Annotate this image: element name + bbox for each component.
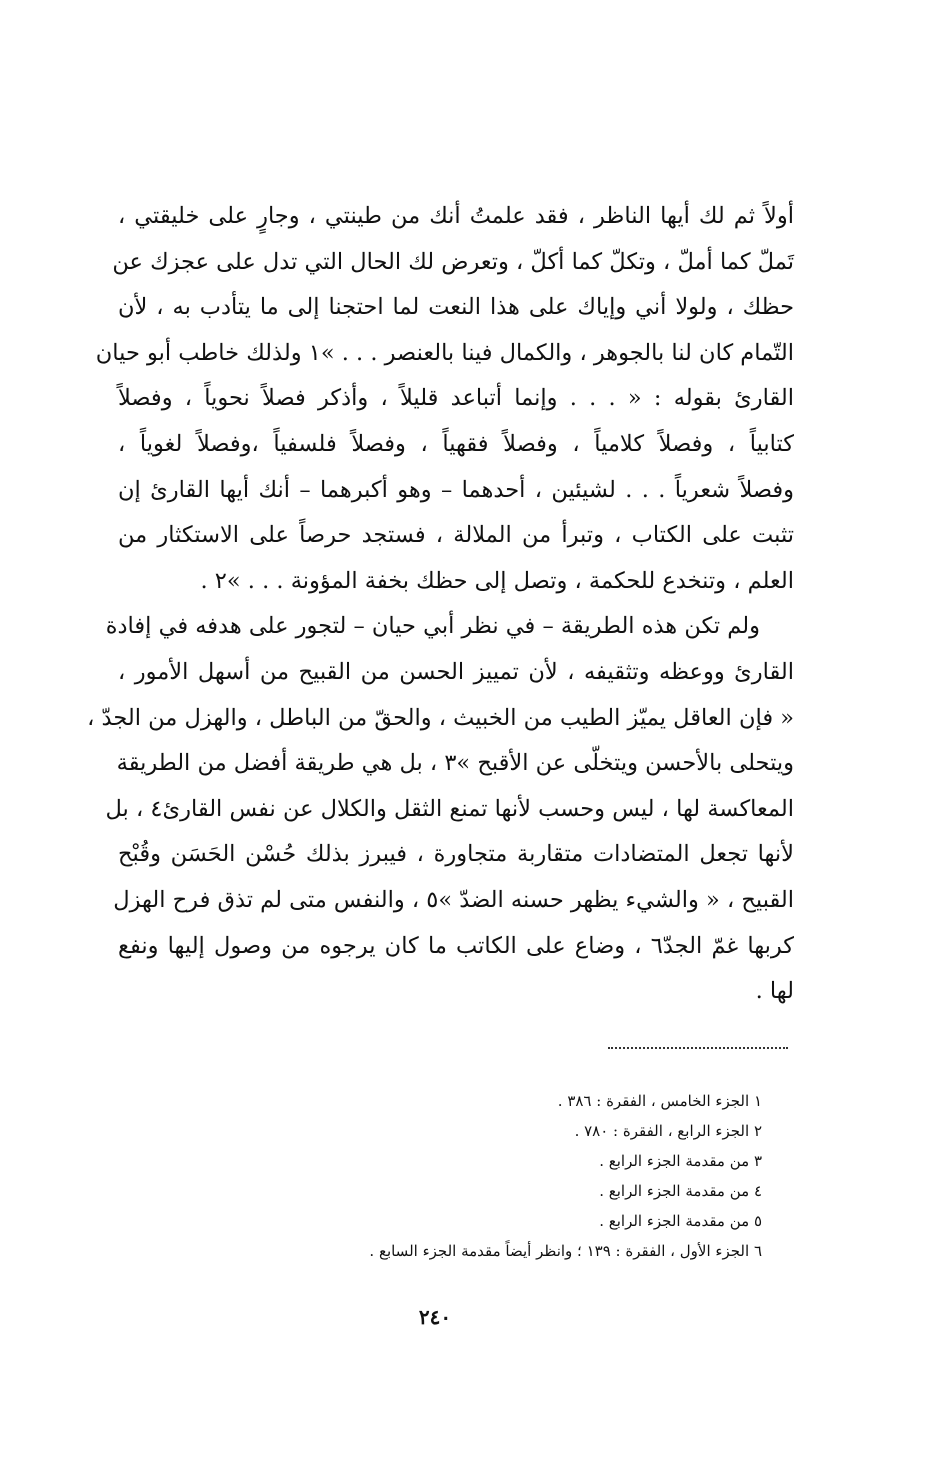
text-line: العلم ، وتنخدع للحكمة ، وتصل إلى حظك بخفة المؤونة . . . »٢ . [200,567,794,594]
footnote: ٢ الجزء الرابع ، الفقرة : ٧٨٠ . [574,1122,762,1140]
footnotes [250,1086,762,1266]
page-number: ٢٤٠ [418,1305,452,1329]
footnote: ٦ الجزء الأول ، الفقرة : ١٣٩ ؛ وانظر أيضاً مقدمة الجزء السابع . [369,1242,762,1260]
footnote-separator [608,1047,788,1049]
text-line: القارئ ووعظه وتثقيفه ، لأن تمييز الحسن من القبيح من أسهل الأمور ، [118,658,794,685]
text-line: ولم تكن هذه الطريقة – في نظر أبي حيان – لتجور على هدفه في إفادة [105,613,760,640]
text-line: القبيح ، « والشيء يظهر حسنه الضدّ »٥ ، والنفس متى لم تذق فرح الهزل [113,886,794,913]
text-line: تثبت على الكتاب ، وتبرأ من الملالة ، فستجد حرصاً على الاستكثار من [118,522,794,549]
footnote: ٣ من مقدمة الجزء الرابع . [599,1152,762,1170]
text-line: حظك ، ولولا أني وإياك على هذا النعت لما احتجنا إلى ما يتأدب به ، لأن [118,294,794,321]
text-line: لها . [755,978,794,1005]
text-line: لأنها تجعل المتضادات متقاربة متجاورة ، فيبرز بذلك حُسْن الحَسَن وقُبْح [118,841,794,868]
text-line: كتابياً ، وفصلاً كلامياً ، وفصلاً فقهياً ، وفصلاً فلسفياً ،وفصلاً لغوياً ، [118,430,794,457]
text-line: القارئ بقوله : « . . . وإنما أتباعد قليلاً ، وأذكر فصلاً نحوياً ، وفصلاً [118,385,794,412]
footnote: ٤ من مقدمة الجزء الرابع . [599,1182,762,1200]
main-text [87,194,794,1015]
footnote: ٥ من مقدمة الجزء الرابع . [599,1212,762,1230]
text-line: ويتحلى بالأحسن ويتخلّى عن الأقبح »٣ ، بل هي طريقة أفضل من الطريقة [116,750,794,777]
text-line: المعاكسة لها ، ليس وحسب لأنها تمنع الثقل والكلال عن نفس القارئ٤ ، بل [105,795,794,822]
text-line: كربها غمّ الجدّ٦ ، وضاع على الكاتب ما كان يرجوه من وصول إليها ونفع [118,932,794,959]
text-line: أولاً ثم لك أيها الناظر ، فقد علمتُ أنك من طينتي ، وجارٍ على خليقتي ، [118,203,794,229]
text-line: التّمام كان لنا بالجوهر ، والكمال فينا بالعنصر . . . »١ ولذلك خاطب أبو حيان [95,339,794,366]
footnote: ١ الجزء الخامس ، الفقرة : ٣٨٦ . [557,1092,762,1110]
text-line: تَملّ كما أملّ ، وتكلّ كما أكلّ ، وتعرض لك الحال التي تدل على عجزك عن [112,248,794,275]
text-line: « فإن العاقل يميّز الطيب من الخبيث ، والحقّ من الباطل ، والهزل من الجدّ ، [87,704,794,731]
text-line: وفصلاً شعرياً . . . لشيئين ، أحدهما – وهو أكبرهما – أنك أيها القارئ إن [118,476,794,503]
